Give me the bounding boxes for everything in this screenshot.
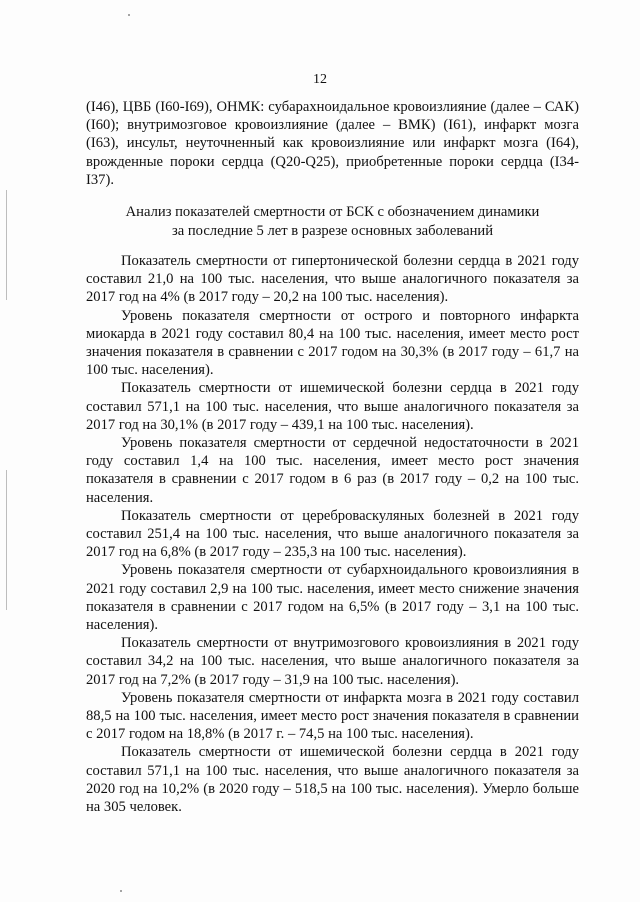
scan-margin-line bbox=[6, 470, 7, 610]
paragraph: Показатель смертности от цереброваскуляных болезней в 2021 году составил 251,4 на 100 тыс. населения, что выше аналогичного показателя за 2017 год на 6,8% (в 2017 году – 235,3 на 100 тыс. населения). bbox=[86, 507, 579, 561]
scan-speck bbox=[128, 14, 130, 16]
paragraph: Показатель смертности от гипертонической болезни сердца в 2021 году составил 21,0 на 100 тыс. населения, что выше аналогичного показателя за 2017 год на 4% (в 2017 году – 20,2 на 100 тыс. населения). bbox=[86, 253, 579, 306]
scan-margin-line bbox=[6, 190, 7, 300]
section-heading-line-1: Анализ показателей смертности от БСК с обозначением динамики bbox=[125, 204, 540, 220]
intro-paragraph: (I46), ЦВБ (I60-I69), ОНМК: субарахноидальное кровоизлияние (далее – САК) (I60); внутримозговое кровоизлияние (далее – ВМК) (I61), инфаркт мозга (I63), инсульт, неуточненный как кровоизлияние или инфаркт мозга (I64), врожденные пороки сердца (Q20-Q25), приобретенные пороки сердца (I34-I37). bbox=[86, 99, 579, 188]
paragraph: Уровень показателя смертности от острого и повторного инфаркта миокарда в 2021 году составил 80,4 на 100 тыс. населения, имеет место рост значения показателя в сравнении с 2017 годом на 30,3% (в 2017 году – 61,7 на 100 тыс. населения). bbox=[86, 307, 579, 379]
paragraph: Показатель смертности от ишемической болезни сердца в 2021 году составил 571,1 на 100 тыс. населения, что выше аналогичного показателя за 2020 год на 10,2% (в 2020 году – 518,5 на 100 тыс. населения). Умерло больше на 305 человек. bbox=[86, 744, 579, 816]
paragraph: Уровень показателя смертности от субархноидального кровоизлияния в 2021 году составил 2,9 на 100 тыс. населения, имеет место снижение значения показателя в сравнении с 2017 годом на 6,5% (в 2017 году – 3,1 на 100 тыс. населения). bbox=[86, 562, 579, 634]
paragraph: Уровень показателя смертности от инфаркта мозга в 2021 году составил 88,5 на 100 тыс. населения, имеет место рост значения показателя в сравнении с 2017 годом на 18,8% (в 2017 г. – 74,5 на 100 тыс. населения). bbox=[86, 689, 579, 743]
section-heading bbox=[86, 203, 579, 241]
section-heading-line-2: за последние 5 лет в разрезе основных заболеваний bbox=[171, 223, 494, 239]
paragraph: Уровень показателя смертности от сердечной недостаточности в 2021 году составил 1,4 на 100 тыс. населения, имеет место рост значения показателя в сравнении с 2017 годом в 6 раз (в 2017 году – 0,2 на 100 тыс. населения. bbox=[86, 435, 579, 506]
paragraph: Показатель смертности от внутримозгового кровоизлияния в 2021 году составил 34,2 на 100 тыс. населения, что выше аналогичного показателя за 2017 год на 7,2% (в 2017 году – 31,9 на 100 тыс. населения). bbox=[86, 635, 579, 688]
main-text bbox=[86, 252, 579, 816]
paragraph: Показатель смертности от ишемической болезни сердца в 2021 году составил 571,1 на 100 тыс. населения, что выше аналогичного показателя за 2017 год на 30,1% (в 2017 году – 439,1 на 100 тыс. населения). bbox=[86, 380, 579, 433]
page-number: 12 bbox=[313, 72, 327, 87]
scan-speck bbox=[120, 890, 122, 892]
intro-paragraph-block bbox=[86, 98, 579, 189]
